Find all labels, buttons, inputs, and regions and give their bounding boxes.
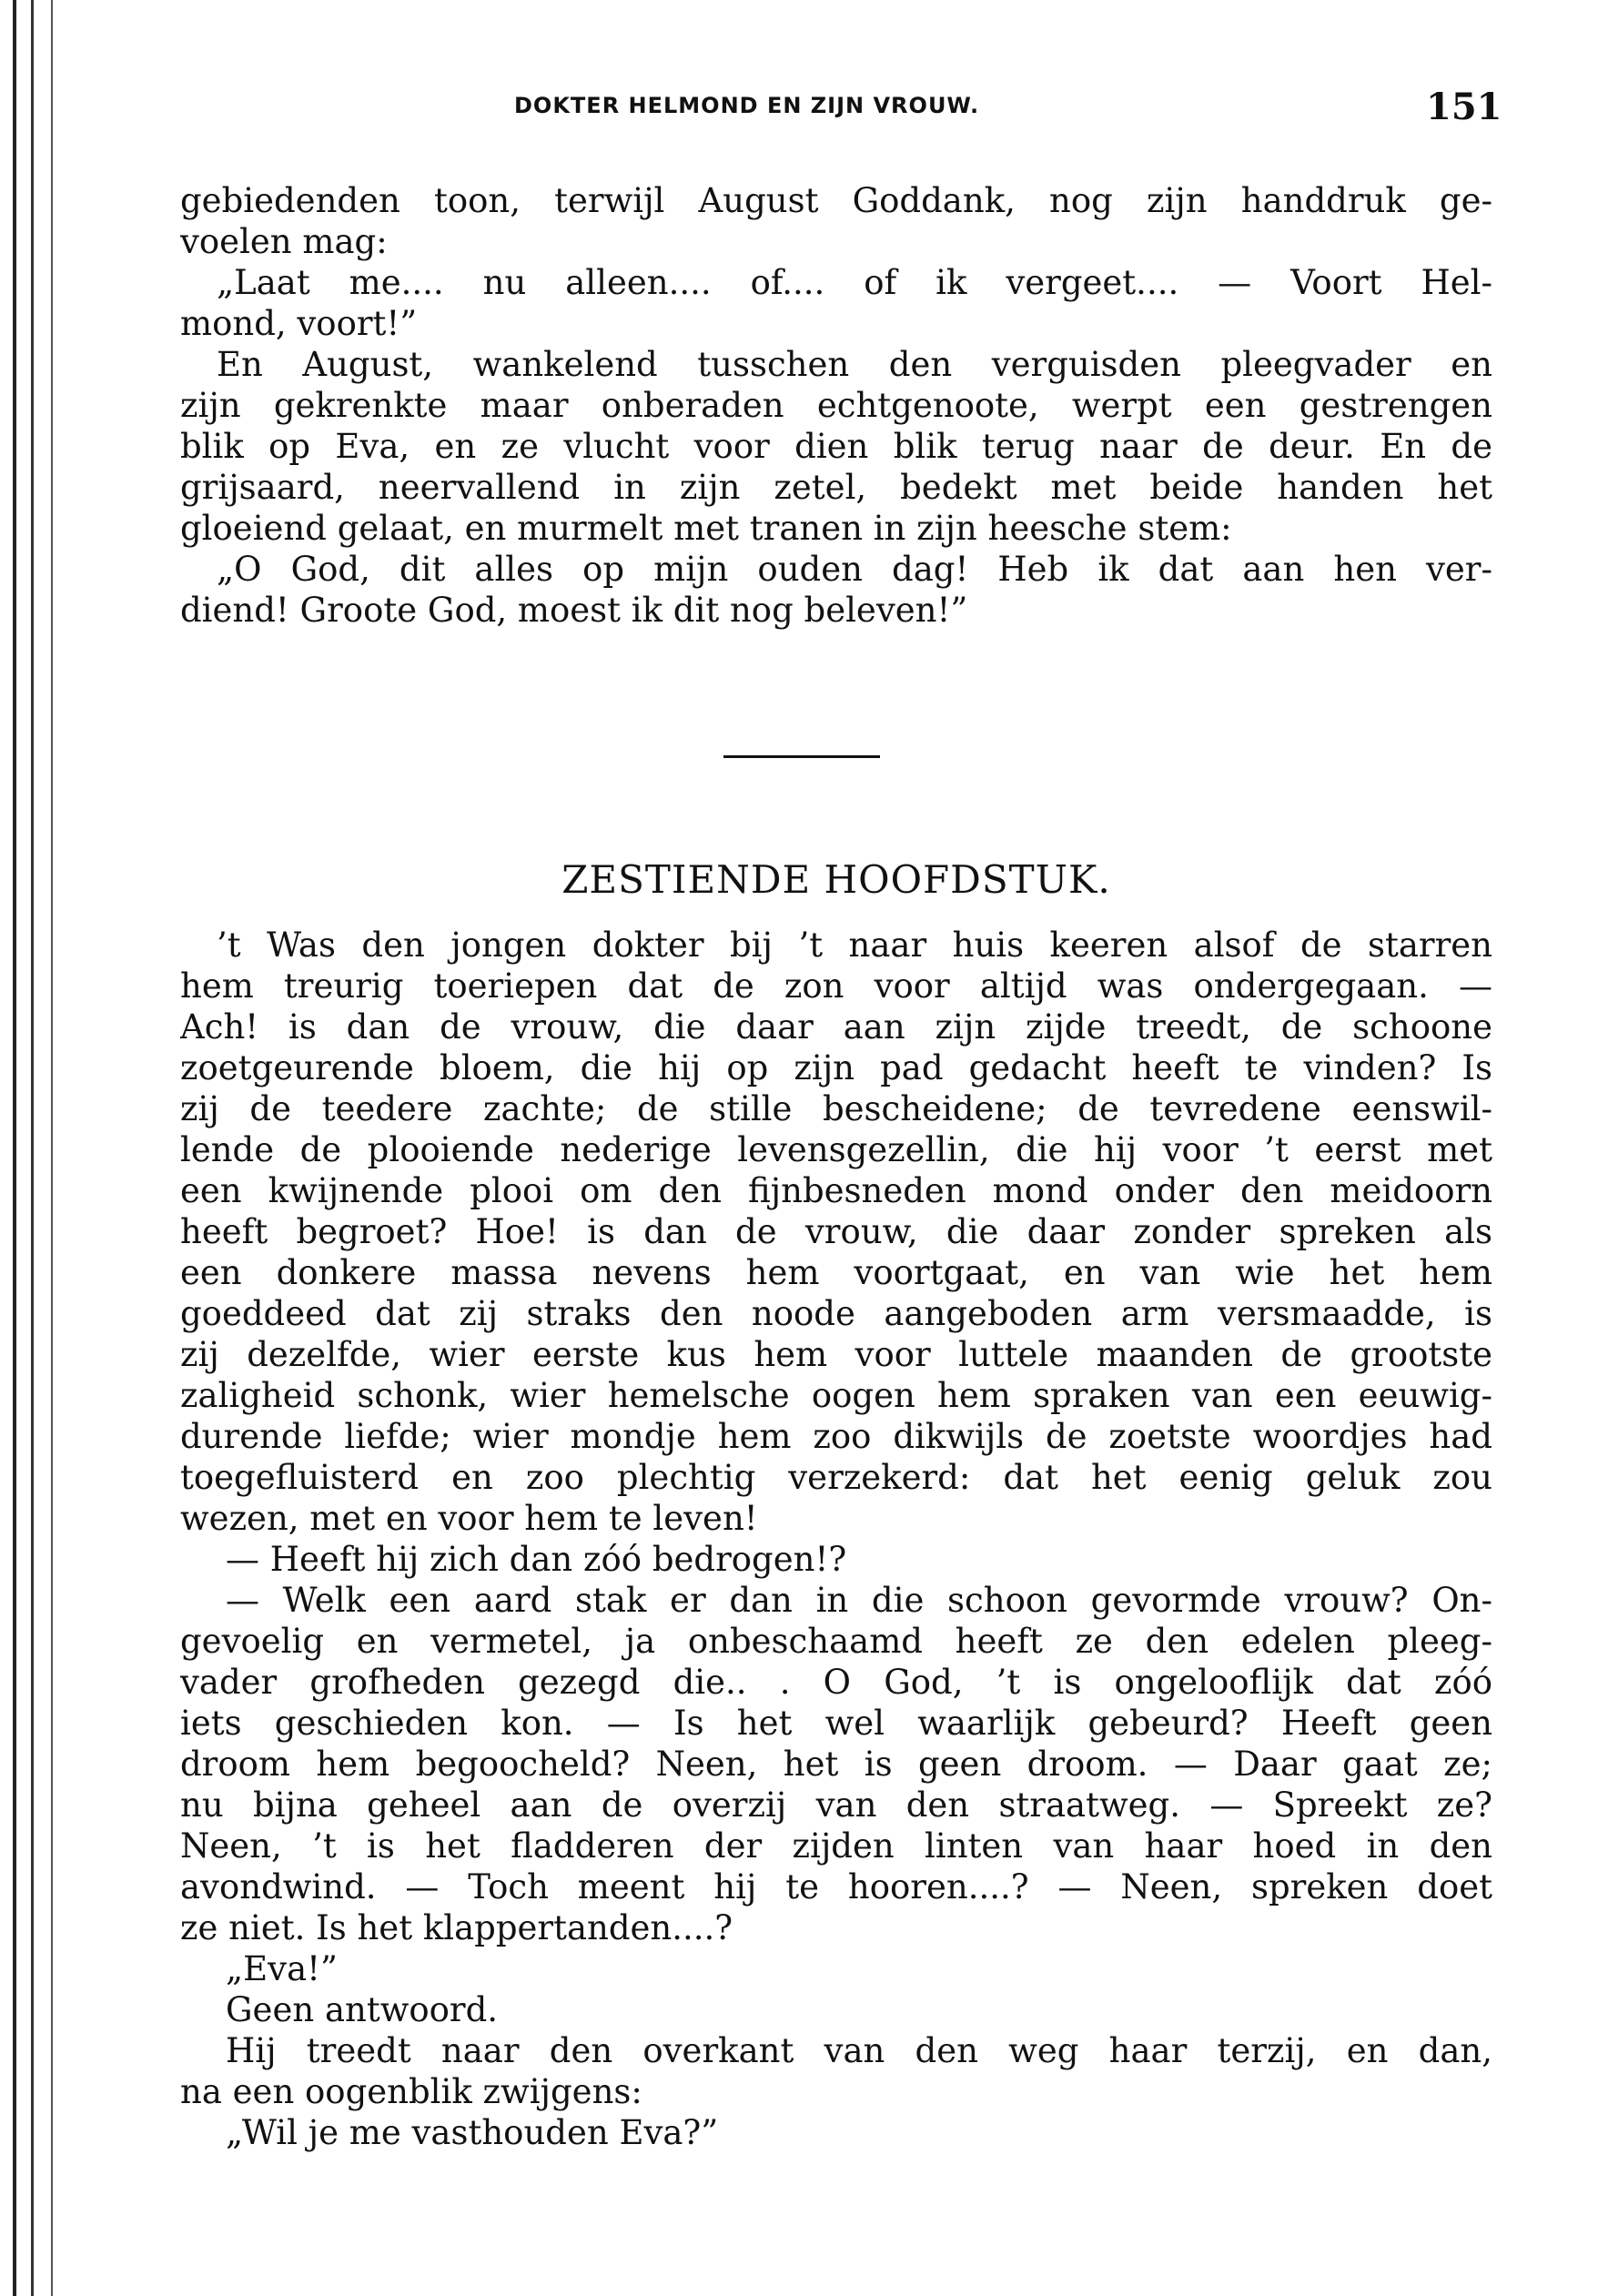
text-line: nu bijna geheel aan de overzij van den straatweg. — Spreekt ze? <box>180 1785 1492 1825</box>
text-line: een donkere massa nevens hem voortgaat, en van wie het hem <box>180 1253 1492 1292</box>
text-line: ’t Was den jongen dokter bij ’t naar huis keeren alsof de starren <box>217 925 1492 965</box>
text-line: grijsaard, neervallend in zijn zetel, bedekt met beide handen het <box>180 468 1492 507</box>
page-binding-edge <box>13 0 16 2296</box>
text-line: — Heeft hij zich dan zóó bedrogen!? <box>226 1540 847 1579</box>
text-line: „Wil je me vasthouden Eva?” <box>226 2113 719 2152</box>
text-line: avondwind. — Toch meent hij te hooren....? — Neen, spreken doet <box>180 1867 1492 1907</box>
text-line: diend! Groote God, moest ik dit nog beleven!” <box>180 591 968 630</box>
chapter-heading: ZESTIENDE HOOFDSTUK. <box>561 857 1111 902</box>
text-line: „Eva!” <box>226 1949 338 1988</box>
text-line: „O God, dit alles op mijn ouden dag! Heb ik dat aan hen ver- <box>217 550 1492 589</box>
page-number: 151 <box>1426 86 1502 128</box>
text-line: heeft begroet? Hoe! is dan de vrouw, die daar zonder spreken als <box>180 1212 1492 1251</box>
text-line: een kwijnende plooi om den fijnbesneden mond onder den meidoorn <box>180 1171 1492 1210</box>
section-divider <box>723 755 880 758</box>
text-line: Neen, ’t is het fladderen der zijden linten van haar hoed in den <box>180 1826 1492 1866</box>
page-binding-edge <box>31 0 34 2296</box>
running-header-title: DOKTER HELMOND EN ZIJN VROUW. <box>514 93 980 118</box>
text-line: blik op Eva, en ze vlucht voor dien blik terug naar de deur. En de <box>180 427 1492 466</box>
text-line: gevoelig en vermetel, ja onbeschaamd heeft ze den edelen pleeg- <box>180 1622 1492 1661</box>
text-line: zijn gekrenkte maar onberaden echtgenoote, werpt een gestrengen <box>180 386 1492 425</box>
text-line: goeddeed dat zij straks den noode aangeboden arm versmaadde, is <box>180 1294 1492 1333</box>
text-line: Geen antwoord. <box>226 1990 499 2029</box>
text-line: zij dezelfde, wier eerste kus hem voor luttele maanden de grootste <box>180 1335 1492 1374</box>
text-line: iets geschieden kon. — Is het wel waarlijk gebeurd? Heeft geen <box>180 1704 1492 1743</box>
text-line: En August, wankelend tusschen den verguisden pleegvader en <box>217 345 1492 384</box>
text-line: Hij treedt naar den overkant van den weg haar terzij, en dan, <box>226 2031 1492 2070</box>
text-section-2 <box>180 925 1492 2153</box>
text-line: zoetgeurende bloem, die hij op zijn pad gedacht heeft te vinden? Is <box>180 1048 1492 1087</box>
text-line: „Laat me.... nu alleen.... of.... of ik vergeet.... — Voort Hel- <box>217 263 1492 302</box>
text-line: toegefluisterd en zoo plechtig verzekerd: dat het eenig geluk zou <box>180 1458 1492 1497</box>
text-line: durende liefde; wier mondje hem zoo dikwijls de zoetste woordjes had <box>180 1417 1492 1456</box>
text-line: ze niet. Is het klappertanden....? <box>180 1908 733 1947</box>
text-line: zaligheid schonk, wier hemelsche oogen hem spraken van een eeuwig- <box>180 1376 1492 1415</box>
text-line: na een oogenblik zwijgens: <box>180 2072 642 2111</box>
text-line: droom hem begoocheld? Neen, het is geen droom. — Daar gaat ze; <box>180 1745 1492 1784</box>
text-line: wezen, met en voor hem te leven! <box>180 1499 758 1538</box>
page-binding-edge <box>51 0 53 2296</box>
text-line: gebiedenden toon, terwijl August Goddank, nog zijn handdruk ge- <box>180 181 1492 220</box>
text-line: — Welk een aard stak er dan in die schoon gevormde vrouw? On- <box>226 1581 1492 1620</box>
text-line: hem treurig toeriepen dat de zon voor altijd was ondergegaan. — <box>180 966 1492 1006</box>
text-line: zij de teedere zachte; de stille bescheidene; de tevredene eenswil- <box>180 1089 1492 1128</box>
text-line: gloeiend gelaat, en murmelt met tranen in zijn heesche stem: <box>180 509 1232 548</box>
text-line: voelen mag: <box>180 222 388 261</box>
text-line: mond, voort!” <box>180 304 418 343</box>
text-line: Ach! is dan de vrouw, die daar aan zijn zijde treedt, de schoone <box>180 1007 1492 1047</box>
text-section-1 <box>180 180 1492 631</box>
text-line: vader grofheden gezegd die.. . O God, ’t is ongelooflijk dat zóó <box>180 1663 1492 1702</box>
text-line: lende de plooiende nederige levensgezellin, die hij voor ’t eerst met <box>180 1130 1492 1169</box>
